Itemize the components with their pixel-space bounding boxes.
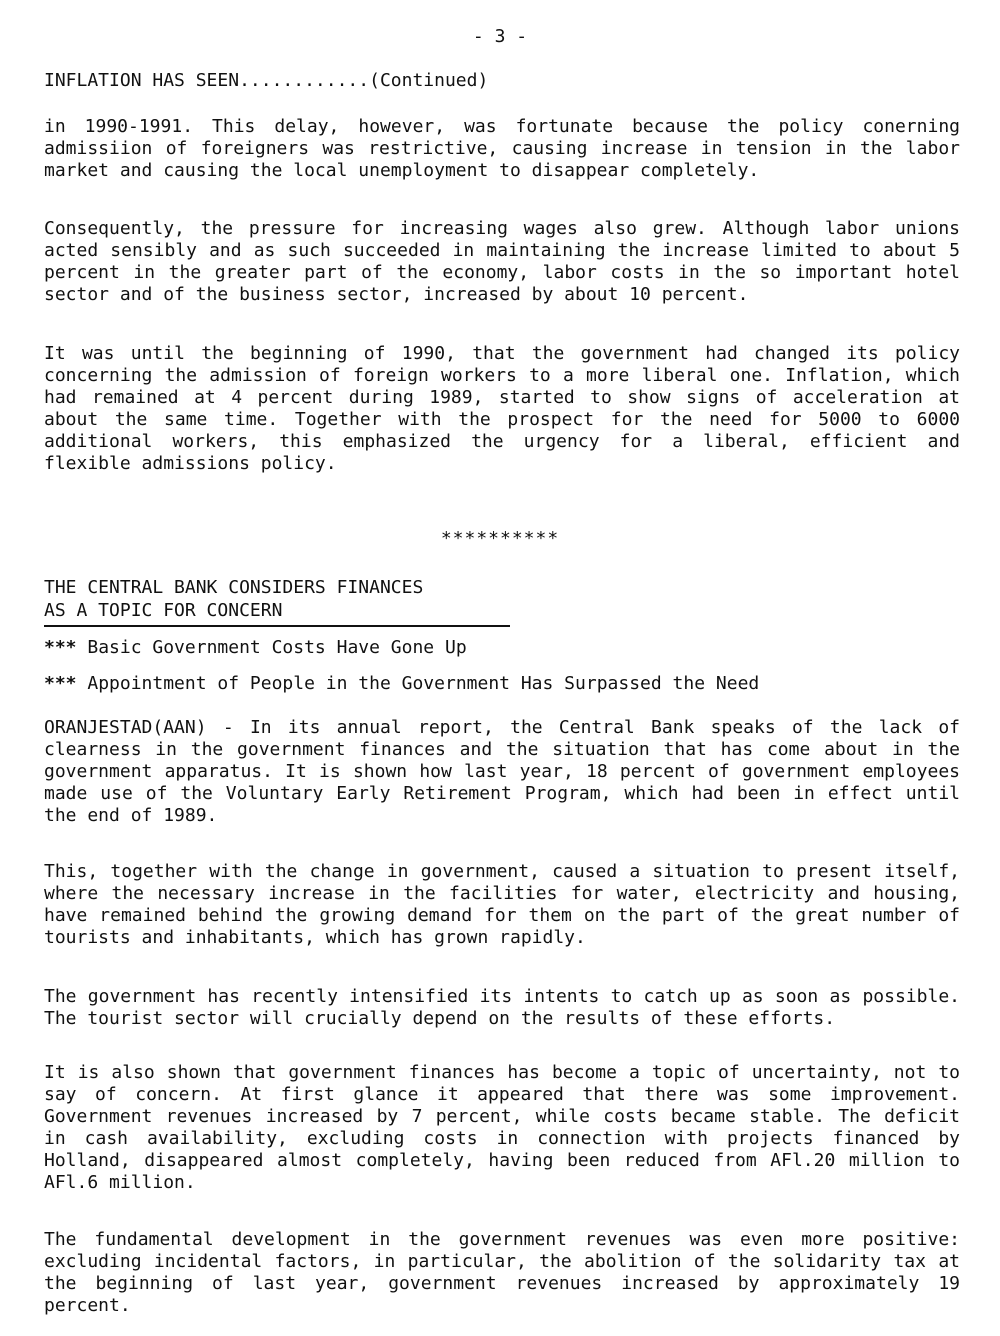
paragraph-text: The fundamental development in the government revenues was even more positive: excluding incidental factors, in particular, the abolition of the solidarity tax at the beginning of last year, government revenues increased by approximately 19 percent. — [44, 1229, 960, 1316]
headline-line-2: AS A TOPIC FOR CONCERN — [44, 600, 283, 621]
headline-underline — [44, 625, 510, 627]
paragraph-text: It is also shown that government finances has become a topic of uncertainty, not to say of concern. At first glance it appeared that there was some improvement. Government revenues increased by 7 percent, while costs became stable. The deficit in cash availability, excluding costs in connection with projects financed by Holland, disappeared almost completely, having been reduced from AFl.20 million to AFl.6 million. — [44, 1062, 960, 1193]
headline-line-1: THE CENTRAL BANK CONSIDERS FINANCES — [44, 577, 424, 598]
paragraph-text: The government has recently intensified its intents to catch up as soon as possible. The tourist sector will crucially depend on the results of these efforts. — [44, 986, 960, 1029]
paragraph-text: This, together with the change in government, caused a situation to present itself, where the necessary increase in the facilities for water, electricity and housing, have remained behind the growing demand for them on the part of the great number of tourists and inhabitants, which has grown rapidly. — [44, 861, 960, 948]
paragraph — [44, 116, 960, 182]
paragraph-text: It was until the beginning of 1990, that the government had changed its policy concerning the admission of foreign workers to a more liberal one. Inflation, which had remained at 4 percent during 1989, started to show signs of acceleration at about the same time. Together with the prospect for the need for 5000 to 6000 additional workers, this emphasized the urgency for a liberal, efficient and flexible admissions policy. — [44, 343, 960, 474]
bullet-stars: *** — [44, 673, 77, 694]
paragraph-text: Consequently, the pressure for increasing wages also grew. Although labor unions acted sensibly and as such succeeded in maintaining the increase limited to about 5 percent in the greater part of the economy, labor costs in the so important hotel sector and of the business sector, increased by about 10 percent. — [44, 218, 960, 305]
article-headline — [44, 576, 423, 622]
bullet-text: Basic Government Costs Have Gone Up — [87, 637, 467, 658]
bullet-text: Appointment of People in the Government Has Surpassed the Need — [87, 673, 760, 694]
paragraph-text: in 1990-1991. This delay, however, was fortunate because the policy conerning admissiion of foreigners was restrictive, causing increase in tension in the labor market and causing the local unemployment to disappear completely. — [44, 116, 960, 181]
paragraph — [44, 986, 960, 1030]
paragraph-text: ORANJESTAD(AAN) - In its annual report, the Central Bank speaks of the lack of clearness in the government finances and the situation that has come about in the government apparatus. It is shown how last year, 18 percent of government employees made use of the Voluntary Early Retirement Program, which had been in effect until the end of 1989. — [44, 717, 960, 826]
paragraph — [44, 1062, 960, 1194]
paragraph — [44, 861, 960, 949]
subheading-bullet — [44, 673, 759, 695]
paragraph — [44, 218, 960, 306]
section-separator: ********** — [440, 528, 560, 549]
paragraph — [44, 1229, 960, 1317]
page-number: - 3 - — [472, 26, 528, 47]
continued-heading: INFLATION HAS SEEN............(Continued) — [44, 70, 489, 91]
paragraph — [44, 343, 960, 475]
bullet-stars: *** — [44, 637, 77, 658]
subheading-bullet — [44, 637, 467, 659]
paragraph — [44, 717, 960, 827]
